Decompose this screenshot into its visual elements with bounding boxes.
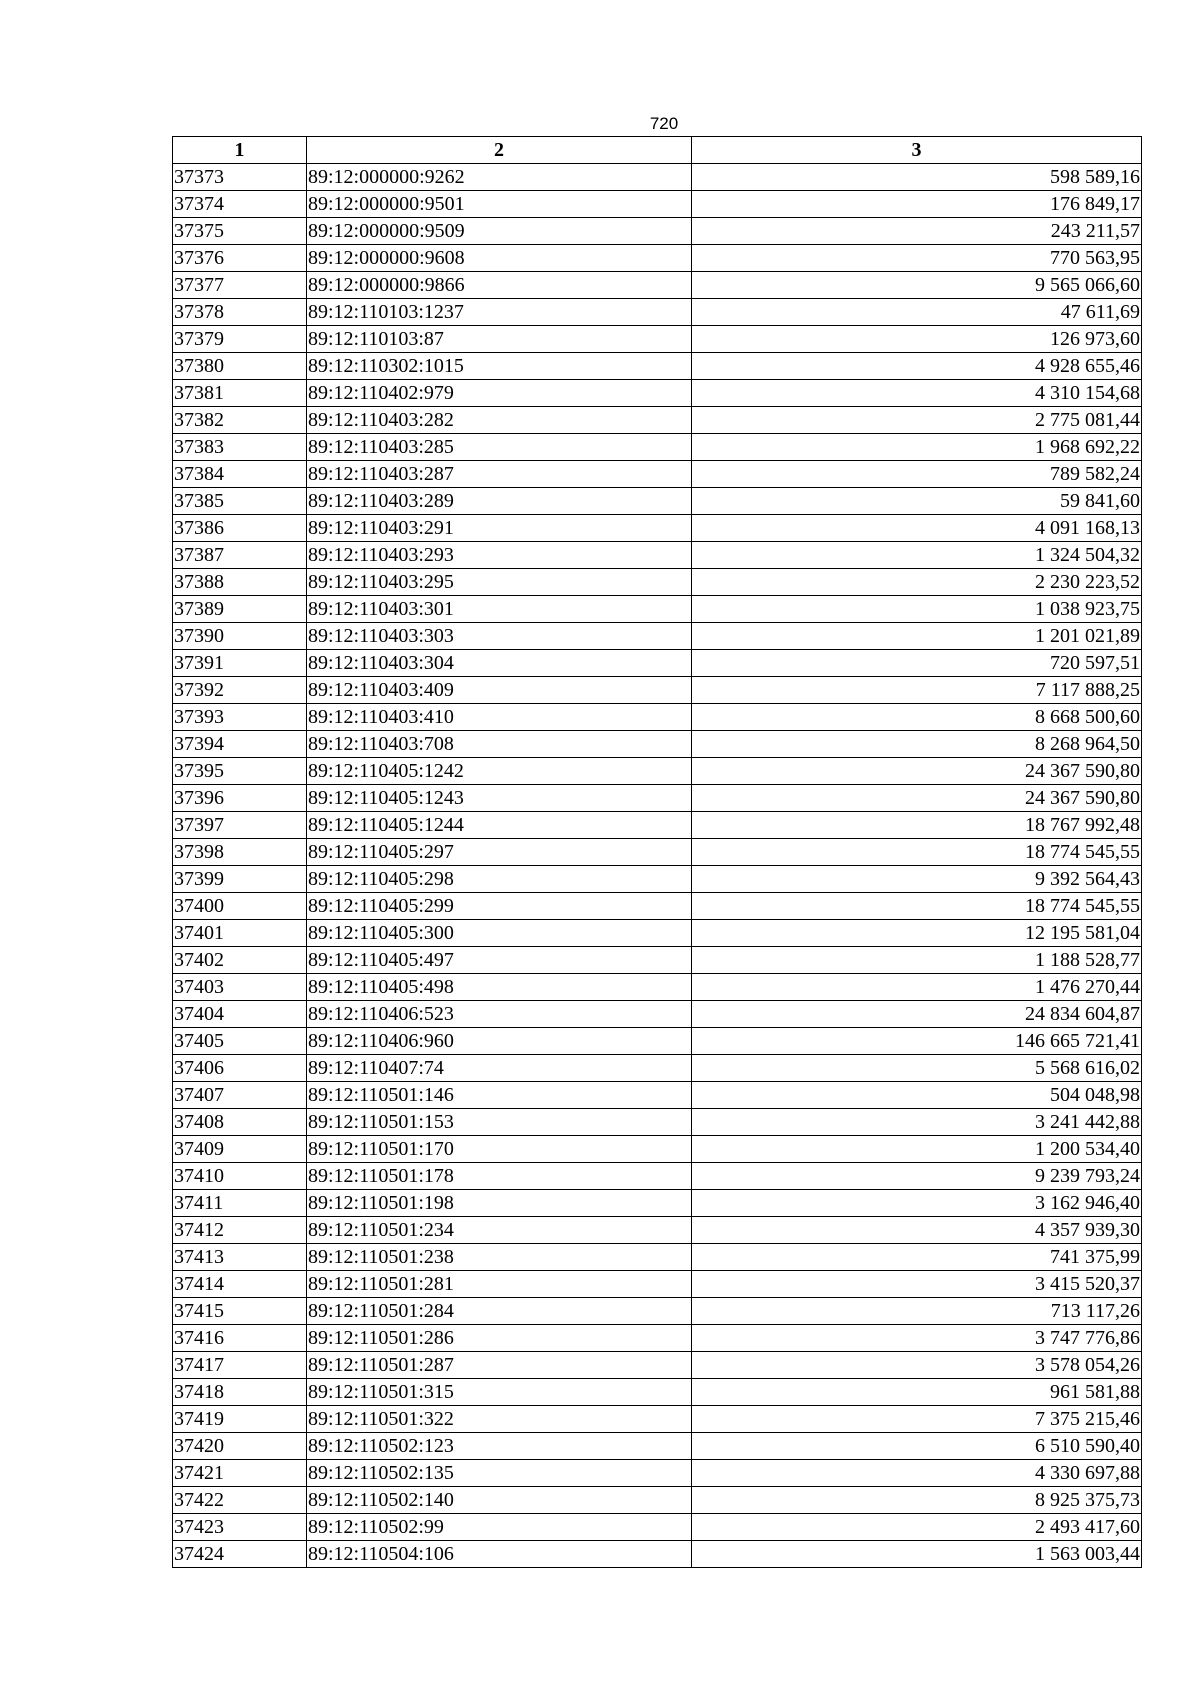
cadastral-number-cell: 89:12:110501:281 [307,1271,692,1298]
cadastral-number-cell: 89:12:110501:153 [307,1109,692,1136]
row-number-cell: 37396 [173,785,307,812]
cadastral-number-cell: 89:12:110403:295 [307,569,692,596]
cadastral-number-cell: 89:12:110504:106 [307,1541,692,1568]
value-cell: 3 241 442,88 [692,1109,1142,1136]
cadastral-number-cell: 89:12:110502:140 [307,1487,692,1514]
row-number-cell: 37388 [173,569,307,596]
data-table [172,136,1142,1568]
cadastral-number-cell: 89:12:110403:304 [307,650,692,677]
row-number-cell: 37408 [173,1109,307,1136]
cadastral-number-cell: 89:12:110405:498 [307,974,692,1001]
table-row [173,299,1142,326]
row-number-cell: 37401 [173,920,307,947]
value-cell: 770 563,95 [692,245,1142,272]
value-cell: 3 415 520,37 [692,1271,1142,1298]
row-number-cell: 37390 [173,623,307,650]
value-cell: 12 195 581,04 [692,920,1142,947]
cadastral-number-cell: 89:12:110405:300 [307,920,692,947]
table-row [173,1379,1142,1406]
table-row [173,731,1142,758]
row-number-cell: 37414 [173,1271,307,1298]
row-number-cell: 37415 [173,1298,307,1325]
row-number-cell: 37380 [173,353,307,380]
value-cell: 2 775 081,44 [692,407,1142,434]
table-row [173,326,1142,353]
value-cell: 4 091 168,13 [692,515,1142,542]
table-row [173,272,1142,299]
table-row [173,1433,1142,1460]
row-number-cell: 37416 [173,1325,307,1352]
table-row [173,1460,1142,1487]
cadastral-number-cell: 89:12:110403:287 [307,461,692,488]
value-cell: 7 117 888,25 [692,677,1142,704]
value-cell: 1 038 923,75 [692,596,1142,623]
row-number-cell: 37375 [173,218,307,245]
row-number-cell: 37400 [173,893,307,920]
value-cell: 961 581,88 [692,1379,1142,1406]
value-cell: 1 200 534,40 [692,1136,1142,1163]
table-row [173,596,1142,623]
cadastral-number-cell: 89:12:110501:287 [307,1352,692,1379]
table-row [173,488,1142,515]
table-row [173,1163,1142,1190]
table-row [173,569,1142,596]
row-number-cell: 37374 [173,191,307,218]
table-row [173,434,1142,461]
value-cell: 2 230 223,52 [692,569,1142,596]
table-row [173,893,1142,920]
column-header-1: 1 [173,137,307,164]
row-number-cell: 37406 [173,1055,307,1082]
row-number-cell: 37377 [173,272,307,299]
row-number-cell: 37376 [173,245,307,272]
table-body [173,164,1142,1568]
table-row [173,920,1142,947]
table-row [173,164,1142,191]
table-row [173,1298,1142,1325]
cadastral-number-cell: 89:12:110501:284 [307,1298,692,1325]
cadastral-number-cell: 89:12:000000:9501 [307,191,692,218]
table-row [173,839,1142,866]
value-cell: 5 568 616,02 [692,1055,1142,1082]
table-row [173,380,1142,407]
table-row [173,1514,1142,1541]
value-cell: 8 268 964,50 [692,731,1142,758]
cadastral-number-cell: 89:12:110403:293 [307,542,692,569]
table-row [173,812,1142,839]
cadastral-number-cell: 89:12:110502:135 [307,1460,692,1487]
column-header-2: 2 [307,137,692,164]
table-row [173,704,1142,731]
value-cell: 18 774 545,55 [692,893,1142,920]
table-row [173,1109,1142,1136]
value-cell: 713 117,26 [692,1298,1142,1325]
table-row [173,542,1142,569]
row-number-cell: 37397 [173,812,307,839]
cadastral-number-cell: 89:12:110403:409 [307,677,692,704]
row-number-cell: 37403 [173,974,307,1001]
cadastral-number-cell: 89:12:110501:238 [307,1244,692,1271]
cadastral-number-cell: 89:12:110501:286 [307,1325,692,1352]
row-number-cell: 37405 [173,1028,307,1055]
value-cell: 59 841,60 [692,488,1142,515]
cadastral-number-cell: 89:12:110103:1237 [307,299,692,326]
value-cell: 126 973,60 [692,326,1142,353]
cadastral-number-cell: 89:12:110403:282 [307,407,692,434]
row-number-cell: 37383 [173,434,307,461]
value-cell: 8 668 500,60 [692,704,1142,731]
table-row [173,1352,1142,1379]
value-cell: 18 767 992,48 [692,812,1142,839]
cadastral-number-cell: 89:12:110406:960 [307,1028,692,1055]
value-cell: 146 665 721,41 [692,1028,1142,1055]
row-number-cell: 37413 [173,1244,307,1271]
value-cell: 4 357 939,30 [692,1217,1142,1244]
table-row [173,947,1142,974]
value-cell: 24 367 590,80 [692,785,1142,812]
row-number-cell: 37382 [173,407,307,434]
table-row [173,1325,1142,1352]
table-row [173,974,1142,1001]
value-cell: 9 565 066,60 [692,272,1142,299]
value-cell: 8 925 375,73 [692,1487,1142,1514]
table-row [173,1136,1142,1163]
table-row [173,515,1142,542]
row-number-cell: 37412 [173,1217,307,1244]
row-number-cell: 37407 [173,1082,307,1109]
row-number-cell: 37392 [173,677,307,704]
cadastral-number-cell: 89:12:110403:301 [307,596,692,623]
row-number-cell: 37423 [173,1514,307,1541]
row-number-cell: 37387 [173,542,307,569]
table-row [173,1541,1142,1568]
value-cell: 3 162 946,40 [692,1190,1142,1217]
value-cell: 6 510 590,40 [692,1433,1142,1460]
cadastral-number-cell: 89:12:110501:146 [307,1082,692,1109]
row-number-cell: 37381 [173,380,307,407]
cadastral-number-cell: 89:12:000000:9608 [307,245,692,272]
value-cell: 3 747 776,86 [692,1325,1142,1352]
value-cell: 4 330 697,88 [692,1460,1142,1487]
table-row [173,191,1142,218]
row-number-cell: 37389 [173,596,307,623]
row-number-cell: 37393 [173,704,307,731]
cadastral-number-cell: 89:12:110403:285 [307,434,692,461]
cadastral-number-cell: 89:12:110501:170 [307,1136,692,1163]
value-cell: 9 239 793,24 [692,1163,1142,1190]
cadastral-number-cell: 89:12:110502:99 [307,1514,692,1541]
cadastral-number-cell: 89:12:110501:315 [307,1379,692,1406]
cadastral-number-cell: 89:12:110403:289 [307,488,692,515]
cadastral-number-cell: 89:12:110405:1244 [307,812,692,839]
cadastral-number-cell: 89:12:110407:74 [307,1055,692,1082]
table-row [173,758,1142,785]
cadastral-number-cell: 89:12:110502:123 [307,1433,692,1460]
table-row [173,461,1142,488]
table-row [173,1271,1142,1298]
cadastral-number-cell: 89:12:000000:9509 [307,218,692,245]
table-row [173,1244,1142,1271]
value-cell: 1 968 692,22 [692,434,1142,461]
value-cell: 3 578 054,26 [692,1352,1142,1379]
cadastral-number-cell: 89:12:110501:198 [307,1190,692,1217]
row-number-cell: 37417 [173,1352,307,1379]
cadastral-number-cell: 89:12:110405:299 [307,893,692,920]
value-cell: 741 375,99 [692,1244,1142,1271]
value-cell: 24 834 604,87 [692,1001,1142,1028]
table-row [173,866,1142,893]
row-number-cell: 37402 [173,947,307,974]
table-row [173,245,1142,272]
row-number-cell: 37399 [173,866,307,893]
cadastral-number-cell: 89:12:110403:708 [307,731,692,758]
row-number-cell: 37384 [173,461,307,488]
table-row [173,1217,1142,1244]
cadastral-number-cell: 89:12:110402:979 [307,380,692,407]
table-row [173,1190,1142,1217]
cadastral-number-cell: 89:12:110103:87 [307,326,692,353]
cadastral-number-cell: 89:12:110403:291 [307,515,692,542]
cadastral-number-cell: 89:12:110405:1243 [307,785,692,812]
cadastral-number-cell: 89:12:000000:9262 [307,164,692,191]
row-number-cell: 37418 [173,1379,307,1406]
value-cell: 18 774 545,55 [692,839,1142,866]
row-number-cell: 37410 [173,1163,307,1190]
value-cell: 24 367 590,80 [692,758,1142,785]
value-cell: 720 597,51 [692,650,1142,677]
table-row [173,1028,1142,1055]
row-number-cell: 37395 [173,758,307,785]
row-number-cell: 37385 [173,488,307,515]
row-number-cell: 37398 [173,839,307,866]
row-number-cell: 37391 [173,650,307,677]
cadastral-number-cell: 89:12:110405:297 [307,839,692,866]
value-cell: 4 928 655,46 [692,353,1142,380]
table-row [173,1406,1142,1433]
value-cell: 243 211,57 [692,218,1142,245]
table-row [173,677,1142,704]
cadastral-number-cell: 89:12:110501:178 [307,1163,692,1190]
cadastral-number-cell: 89:12:110405:497 [307,947,692,974]
row-number-cell: 37409 [173,1136,307,1163]
value-cell: 1 476 270,44 [692,974,1142,1001]
table-row [173,407,1142,434]
row-number-cell: 37386 [173,515,307,542]
table-row [173,1487,1142,1514]
value-cell: 7 375 215,46 [692,1406,1142,1433]
value-cell: 504 048,98 [692,1082,1142,1109]
cadastral-number-cell: 89:12:110403:410 [307,704,692,731]
table-row [173,623,1142,650]
cadastral-number-cell: 89:12:110403:303 [307,623,692,650]
cadastral-number-cell: 89:12:110405:298 [307,866,692,893]
cadastral-number-cell: 89:12:110405:1242 [307,758,692,785]
row-number-cell: 37419 [173,1406,307,1433]
table-row [173,650,1142,677]
table-row [173,785,1142,812]
value-cell: 1 188 528,77 [692,947,1142,974]
table-row [173,353,1142,380]
table-row [173,1082,1142,1109]
value-cell: 1 201 021,89 [692,623,1142,650]
row-number-cell: 37424 [173,1541,307,1568]
row-number-cell: 37411 [173,1190,307,1217]
row-number-cell: 37404 [173,1001,307,1028]
table-row [173,1001,1142,1028]
value-cell: 1 324 504,32 [692,542,1142,569]
header-row [173,137,1142,164]
row-number-cell: 37421 [173,1460,307,1487]
row-number-cell: 37373 [173,164,307,191]
table-row [173,1055,1142,1082]
table-row [173,218,1142,245]
value-cell: 598 589,16 [692,164,1142,191]
value-cell: 2 493 417,60 [692,1514,1142,1541]
row-number-cell: 37378 [173,299,307,326]
row-number-cell: 37394 [173,731,307,758]
value-cell: 9 392 564,43 [692,866,1142,893]
column-header-3: 3 [692,137,1142,164]
value-cell: 176 849,17 [692,191,1142,218]
row-number-cell: 37379 [173,326,307,353]
cadastral-number-cell: 89:12:000000:9866 [307,272,692,299]
value-cell: 4 310 154,68 [692,380,1142,407]
cadastral-number-cell: 89:12:110406:523 [307,1001,692,1028]
value-cell: 47 611,69 [692,299,1142,326]
value-cell: 789 582,24 [692,461,1142,488]
page-number: 720 [649,114,679,133]
value-cell: 1 563 003,44 [692,1541,1142,1568]
cadastral-number-cell: 89:12:110501:322 [307,1406,692,1433]
cadastral-number-cell: 89:12:110501:234 [307,1217,692,1244]
row-number-cell: 37420 [173,1433,307,1460]
cadastral-number-cell: 89:12:110302:1015 [307,353,692,380]
row-number-cell: 37422 [173,1487,307,1514]
table-header [173,137,1142,164]
